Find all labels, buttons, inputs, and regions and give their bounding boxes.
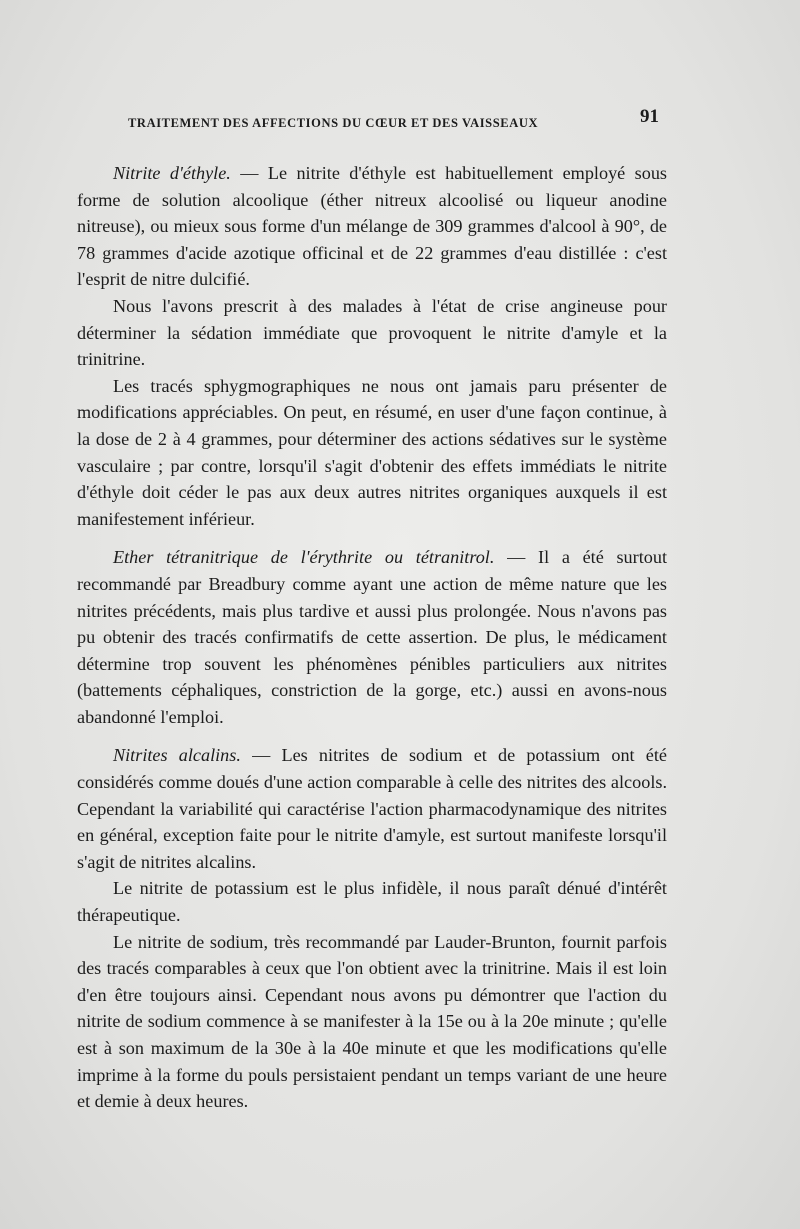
paragraph-nitrite-ethyle [77,160,667,293]
section-heading-nitrite-ethyle: Nitrite d'éthyle. [113,163,231,183]
section-heading-tetranitrol: Ether tétranitrique de l'érythrite ou tétranitrol. [113,547,495,568]
page-number: 91 [640,106,659,127]
page-body [77,160,667,1115]
paragraph-nitrite-potassium [77,875,667,928]
paragraph-tetranitrol [77,544,667,730]
paragraph-text: — Il a été surtout recommandé par Breadbury comme ayant une action de même nature que les nitrites précédents, mais plus tardive et aussi plus prolongée. Nous n'avons pas pu obtenir des tracés confirmatifs de cette assertion. De plus, le médicament détermine trop souvent les phénomènes pénibles particuliers aux nitrites (battements céphaliques, constriction de la gorge, etc.) aussi en avons-nous abandonné l'emploi. [77,547,668,727]
paragraph-nitrite-sodium [77,929,667,1115]
paragraph-text: Nous l'avons prescrit à des malades à l'état de crise angineuse pour déterminer la sédation immédiate que provoquent le nitrite d'amyle et la trinitrine. [77,295,667,370]
paragraph-nitrites-alcalins [77,742,667,875]
paragraph-text: — Les nitrites de sodium et de potassium ont été considérés comme doués d'une action comparable à celle des nitrites des alcools. Cependant la variabilité qui caractérise l'action pharmacodynamique des nitrites en général, exception faite pour le nitrite d'amyle, est surtout manifeste lorsqu'il s'agit de nitrites alcalins. [77,745,667,872]
running-title: TRAITEMENT DES AFFECTIONS DU CŒUR ET DES VAISSEAUX [128,116,539,130]
paragraph-text: Les tracés sphygmographiques ne nous ont jamais paru présenter de modifications appréciables. On peut, en résumé, en user d'une façon continue, à la dose de 2 à 4 grammes, pour déterminer des actions sédatives sur le système vasculaire ; par contre, lorsqu'il s'agit d'obtenir des effets immédiats le nitrite d'éthyle doit céder le pas aux deux autres nitrites organiques auxquels il est manifestement inférieur. [77,375,667,529]
paragraph-text: — Le nitrite d'éthyle est habituellement employé sous forme de solution alcoolique (éther nitreux alcoolisé ou liqueur anodine nitreuse), ou mieux sous forme d'un mélange de 309 grammes d'alcool à 90°, de 78 grammes d'acide azotique officinal et de 22 grammes d'eau distillée : c'est l'esprit de nitre dulcifié. [77,163,667,290]
paragraph-traces-sphygmographiques [77,373,667,533]
paragraph-crise-angineuse [77,293,667,373]
paragraph-text: Le nitrite de sodium, très recommandé par Lauder-Brunton, fournit parfois des tracés comparables à ceux que l'on obtient avec la trinitrine. Mais il est loin d'en être toujours ainsi. Cependant nous avons pu démontrer que l'action du nitrite de sodium commence à se manifester à la 15e ou à la 20e minute ; qu'elle est à son maximum de la 30e à la 40e minute et que les modifications qu'elle imprime à la forme du pouls persistaient pendant un temps variant de une heure et demie à deux heures. [77,931,667,1112]
paragraph-text: Le nitrite de potassium est le plus infidèle, il nous paraît dénué d'intérêt thérapeutique. [77,878,667,926]
section-heading-nitrites-alcalins: Nitrites alcalins. [113,745,241,766]
